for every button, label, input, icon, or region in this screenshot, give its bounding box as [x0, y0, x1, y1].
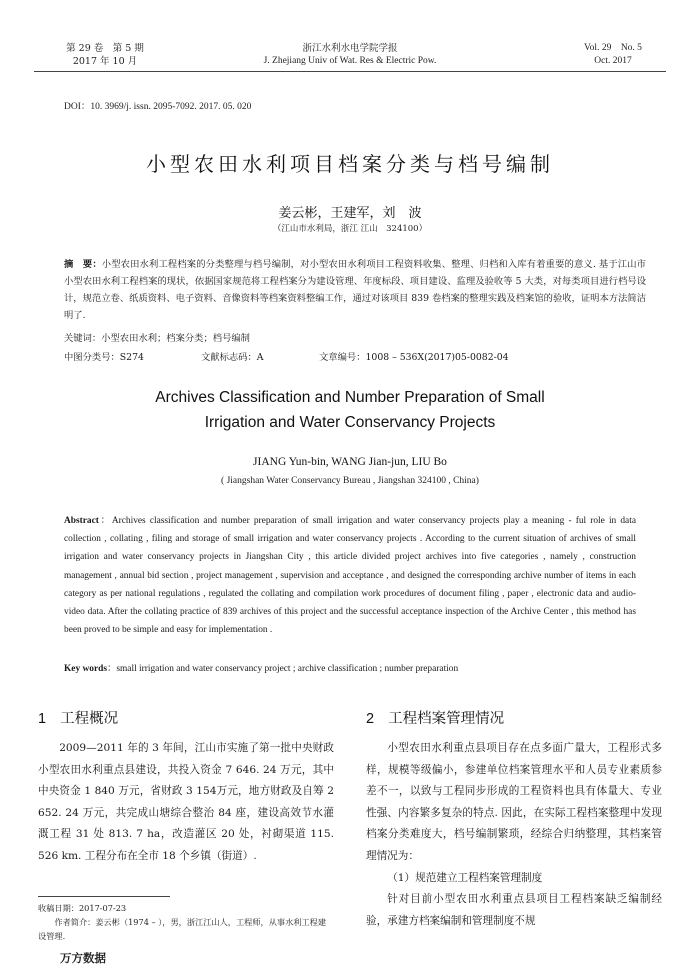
received-date: 收稿日期：2017-07-23: [38, 903, 127, 913]
header-rule: [34, 71, 666, 72]
section-2-subheading: （1）规范建立工程档案管理制度: [387, 871, 543, 884]
footnote-rule: [38, 896, 170, 897]
abstract-cn: [64, 256, 646, 324]
doi: DOI：10. 3969/j. issn. 2095-7092. 2017. 05. 020: [64, 102, 252, 112]
paper-title-en-line1: Archives Classification and Number Preparation of Small: [155, 389, 545, 406]
paper-title-en-line2: Irrigation and Water Conservancy Projects: [204, 414, 496, 431]
affiliation-cn: （江山市水利局，浙江 江山 324100）: [272, 224, 428, 234]
section-1-number: 1: [38, 711, 47, 727]
journal-name: [220, 42, 480, 68]
abstract-cn-label: 摘 要：: [64, 259, 102, 270]
keywords-en-sep: ：: [106, 664, 117, 674]
volume-number-en: Vol. 29 No. 5: [584, 43, 642, 53]
section-1-body: 2009—2011 年的 3 年间，江山市实施了第一批中央财政小型农田水利重点县建设，共投入资金 7 646. 24 万元，其中中央资金 1 840 万元，省财政 3 154万元，地方财政及自筹 2 652. 24 万元，共完成山塘综合整治 84 座，建设高效节水灌溉工程 31 处 813. 7 ha，改造灌区 20 处，衬砌渠道 115. 526 km. 工程分布在全市 18 个乡镇（街道）.: [38, 742, 334, 862]
abstract-en-sep: ：: [98, 516, 112, 526]
abstract-en-text: Archives classification and number preparation of small irrigation and water conservancy projects play a meaning - ful role in data collection , collating , filing and storage of small irrigation and water conservancy projects . According to the current situation of archives of small irrigation and water conservancy projects in Jiangshan City , this article divided project archives into five categories , namely , construction management , annual bid section , project management , supervision and acceptance , and designed the corresponding archive number of items in each category as per national regulations , regulated the collating and compilation work procedures of document filing , paper , electronic data and audio-video data. After the collating practice of 839 archives of this project and the successful acceptance inspection of the Archive Center , this method has been proved to be simple and easy for implementation .: [64, 516, 636, 636]
keywords-cn-label: 关键词：: [64, 333, 102, 344]
section-2-body: [366, 738, 662, 932]
section-2-paragraph-1: 小型农田水利重点县项目存在点多面广量大，工程形式多样，规模等级偏小，参建单位档案管理水平和人员专业素质参差不一，以致与工程同步形成的工程资料也具有体量大、专业性强、内容繁多复杂的特点. 因此，在实际工程档案整理中发现档案分类难度大，档号编制繁琐，经综合归纳整理，其档案管理情况为：: [366, 742, 662, 862]
document-code: 文献标志码：A: [201, 352, 264, 363]
article-number: 文章编号：1008 – 536X(2017)05-0082-04: [319, 352, 509, 363]
authors-en: JIANG Yun-bin, WANG Jian-jun, LIU Bo: [253, 456, 447, 468]
abstract-cn-text: 小型农田水利工程档案的分类整理与档号编制，对小型农田水利项目工程资料收集、整理、归档和入库有着重要的意义. 基于江山市小型农田水利工程档案的现状，依据国家规范将工程档案分为建设管理、年度标段、项目建设、监理及验收等 5 大类，对每类项目进行档号设计，规范立卷、纸质资料、电子资料、音像资料等档案资料整编工作，通过对该项目 839 卷档案的整理实践及档案馆的验收，证明本方法简洁明了.: [64, 259, 646, 321]
affiliation-en: ( Jiangshan Water Conservancy Bureau , Jiangshan 324100 , China): [221, 476, 479, 486]
keywords-cn-text: 小型农田水利；档案分类；档号编制: [101, 333, 250, 344]
section-2-heading: [366, 707, 504, 728]
keywords-en: [64, 660, 636, 674]
paper-title-en: [0, 385, 700, 435]
watermark: 万方数据: [60, 953, 106, 965]
journal-name-en: J. Zhejiang Univ of Wat. Res & Electric Pow.: [263, 56, 437, 66]
issue-date-cn: 2017 年 10 月: [72, 56, 138, 67]
journal-issue: [40, 42, 170, 68]
paper-title-cn: 小型农田水利项目档案分类与档号编制: [146, 152, 554, 176]
clc-number: 中图分类号：S274: [64, 352, 144, 363]
keywords-en-label: Key words: [64, 664, 107, 674]
section-2-paragraph-2: 针对目前小型农田水利重点县项目工程档案缺乏编制经验，承建方档案编制和管理制度不规: [366, 893, 662, 927]
abstract-en-label: Abstract: [64, 516, 99, 526]
section-2-title: 工程档案管理情况: [388, 711, 505, 727]
section-1-heading: [38, 707, 118, 728]
classification-line: [64, 349, 509, 363]
author-bio: 作者简介：姜云彬（1974 – ），男，浙江江山人，工程师，从事水利工程建设管理.: [38, 917, 327, 941]
authors-cn: 姜云彬，王建军，刘 波: [278, 206, 422, 221]
issue-date-en: Oct. 2017: [594, 56, 632, 66]
journal-name-cn: 浙江水利水电学院学报: [302, 43, 398, 54]
section-2-number: 2: [366, 711, 375, 727]
abstract-en: [64, 512, 636, 639]
journal-volume-en: [548, 42, 678, 68]
keywords-en-text: small irrigation and water conservancy project ; archive classification ; number preparation: [116, 664, 459, 674]
keywords-cn: [64, 330, 250, 344]
section-1-title: 工程概况: [60, 711, 119, 727]
volume-issue: 第 29 卷 第 5 期: [66, 43, 144, 54]
